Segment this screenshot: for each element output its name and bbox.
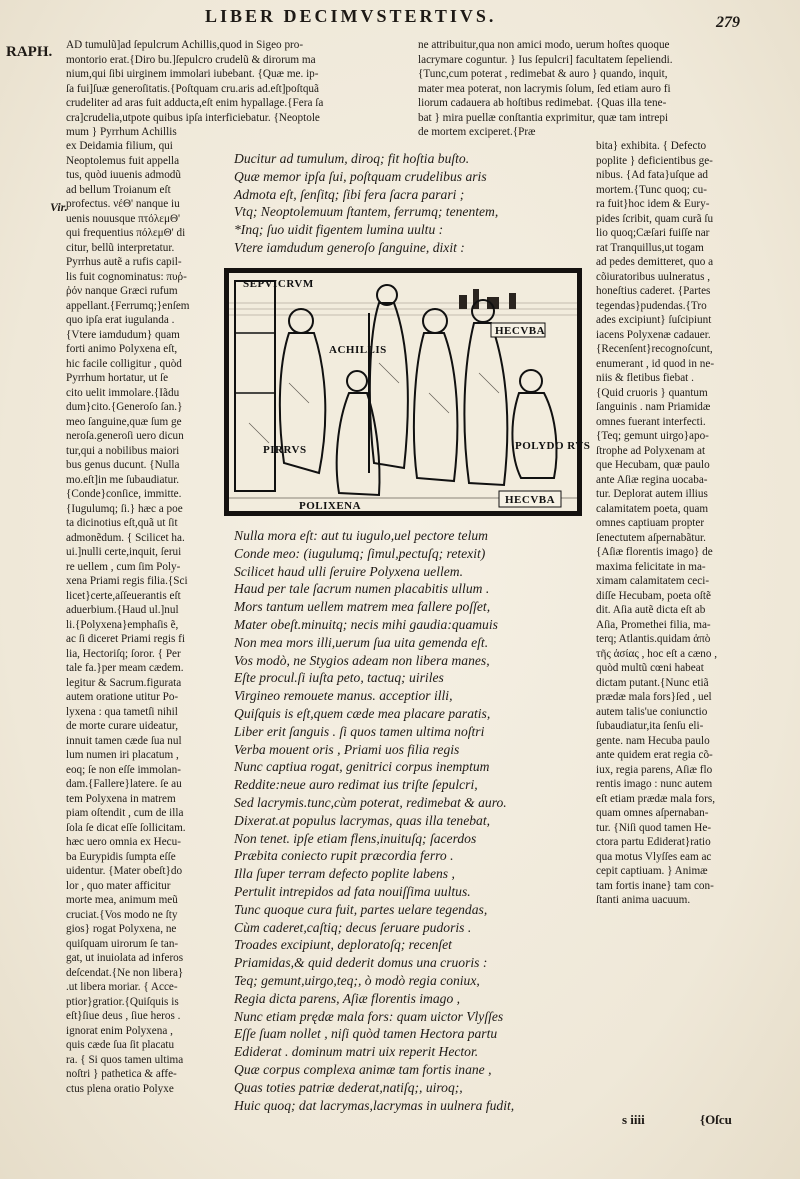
verse-line: Præbita coniecto rupit præcordia ferro .	[234, 848, 454, 864]
verse-line: Mater obeſt.minuitq; necis mihi gaudia:quamuis	[234, 616, 498, 632]
commentary-line: ba Eurypidis ſumpta eſſe	[66, 850, 176, 863]
commentary-line: {Quid cruoris } quantum	[596, 386, 708, 399]
commentary-line: poplite } deficientibus ge-	[596, 154, 713, 167]
commentary-line: {Vtere iamdudum} quam	[66, 328, 180, 341]
commentary-line: deſcendat.{Ne non libera}	[66, 966, 184, 979]
commentary-line: Pyrrhum hortatur, ut ſe	[66, 372, 169, 384]
commentary-line: pides ſcribit, quam curã ſu	[596, 212, 714, 225]
commentary-line: ſenectutem aſpernabãtur.	[596, 531, 706, 544]
commentary-line: de morte curare uideatur,	[66, 720, 178, 732]
commentary-line: eſt etiam prædæ mala fors,	[596, 792, 715, 805]
verse-line: Liber erit ſanguis . ſi quos tamen ultima noſtri	[234, 723, 485, 739]
commentary-line: quòd multũ cœni habeat	[596, 662, 704, 674]
commentary-line: ptior}gratior.{Quiſquis is	[66, 995, 179, 1008]
commentary-line: {Iugulumq; ſi.} hæc a poe	[66, 502, 183, 515]
commentary-line: terq; Atlantis.quidam ἀπὸ	[596, 633, 711, 645]
commentary-line: bus genus ducunt. {Nulla	[66, 459, 180, 471]
commentary-line: neroſa.generoſi uero dicun	[66, 430, 184, 442]
commentary-line: ui.]nulli certe,inquit, ſerui	[66, 546, 182, 558]
commentary-line: lia, Hectoriſq; ſoror. { Per	[66, 647, 181, 660]
verse-line: *Inq; ſuo uidit figentem lumina uultu :	[234, 222, 444, 238]
commentary-line: autem talis'ue coniunctio	[596, 705, 708, 718]
commentary-line: ignorat enim Polyxena ,	[66, 1024, 173, 1037]
commentary-line: ctora partu Ediderat}ratio	[596, 836, 711, 848]
commentary-line: honeſtius caderet. {Partes	[596, 285, 711, 297]
verse-line: Cùm caderet,caſtiq; decus ſeruare pudoris .	[234, 919, 472, 935]
commentary-line: ſubaudiatur,ita ſenſu eli-	[596, 720, 704, 732]
commentary-line: profectus. νέΘ' nanque iu	[66, 198, 180, 210]
commentary-line: Aſia, Promethei filia, ma-	[596, 618, 711, 631]
commentary-line: dictam putant.{Nunc etiã	[596, 676, 709, 689]
commentary-line: mo.eſt]in me ſubaudiatur.	[66, 473, 180, 486]
verse-line: Vos modò, ne Stygios adeam non libera manes,	[234, 652, 490, 668]
verse-lower	[234, 527, 514, 1114]
commentary-line: {Teq; gemunt uirgo}apo-	[596, 430, 709, 442]
verse-line: Admota eſt, ſenſitq; ſibi fera ſacra parari ;	[234, 186, 465, 202]
verse-upper	[234, 150, 498, 257]
verse-line: Quæ memor ipſa ſui, poſtquam crudelibus aris	[234, 168, 487, 184]
commentary-line: ta dicinotius eſt,quã ut ſit	[66, 517, 178, 529]
commentary-line: tur. Deplorat autem illius	[596, 488, 708, 500]
verse-line: Nunc etiam prędæ mala fors: quam uictor Vlyſſes	[234, 1008, 504, 1024]
label-polydorus: POLYDO RVS	[515, 440, 591, 452]
commentary-line: ne attribuitur,qua non amici modo, uerum hoſtes quoque	[418, 39, 670, 51]
commentary-line: quiſquam uirorum ſe tan-	[66, 937, 179, 950]
commentary-line: diſſe Hecubam, poeta oſtẽ	[596, 589, 711, 602]
commentary-line: ſtrophe ad Polyxenam at	[596, 444, 706, 457]
commentary-line: ad pedes demitteret, quo a	[596, 256, 714, 268]
commentary-line: maxima felicitate in ma-	[596, 560, 706, 573]
running-head: LIBER DECIMVSTERTIVS.	[205, 6, 497, 26]
commentary-line: cra]crudelia,utpote quibus ipſa interficiebatur. {Neoptole	[66, 111, 320, 124]
woodcut-drawing	[229, 273, 591, 512]
commentary-line: ſtanti anima uacuum.	[596, 894, 691, 906]
commentary-line: uenis nouusque πτόλεμΘ'	[66, 212, 181, 225]
verse-line: Priamidas,& quid dederit domus una cruoris :	[234, 955, 488, 971]
commentary-line: Pyrrhus autẽ a rufis capil-	[66, 256, 182, 268]
commentary-line: ante Aſiæ regina uocaba-	[596, 473, 708, 486]
commentary-line: montorio erat.{Diro bu.]ſepulcro crudelũ & dirorum ma	[66, 53, 316, 66]
verse-line: Quas toties patriæ dederat,natiſq;, uiroq;,	[234, 1079, 463, 1095]
commentary-line: iux, regia parens, Aſiæ flo	[596, 763, 713, 776]
commentary-line: tur,qui a nobilibus maiori	[66, 444, 180, 457]
verse-line: Verba mouent oris , Priami uos filia regis	[234, 741, 460, 757]
commentary-line: ῥόν nanque Græci rufum	[66, 285, 178, 297]
label-achilles: ACHILLIS	[329, 344, 387, 356]
verse-line: Non mea mors illi,uerum ſua uita gemenda eſt.	[234, 634, 489, 650]
verse-line: Huic quoq; dat lacrymas,lacrymas in uulnera fudit,	[234, 1097, 515, 1113]
commentary-line: lio quoq;Cæſari fuiſſe nar	[596, 227, 710, 239]
commentary-line: lum numen iri placatum ,	[66, 749, 179, 761]
commentary-line: prædæ mala fors}ſed , uel	[596, 691, 712, 703]
label-pirrus: PIRRVS	[263, 444, 307, 456]
verse-line: Virgineo remouete manus. acceptior illi,	[234, 688, 453, 704]
verse-line: Reddite:neue auro redimat ius triſte ſepulcri,	[234, 777, 478, 793]
verse-line: Haud per tale ſacrum numen placabitis ullum .	[234, 581, 490, 597]
verse-line: Conde meo: (iugulumq; ſimul,pectuſq; retexit)	[234, 545, 486, 561]
commentary-left-column	[66, 139, 190, 1096]
signature-mark: s iiii	[622, 1112, 645, 1127]
commentary-line: dit. Aſia autẽ dicta eſt ab	[596, 604, 706, 616]
commentary-line: lis fuit cognominatus: πυῤ-	[66, 270, 187, 283]
verse-line: Troades excipiunt, deploratoſq; recenſet	[234, 937, 452, 953]
commentary-top-left	[66, 38, 323, 140]
commentary-line: ades excipiunt} ſuſcipiunt	[596, 314, 712, 326]
commentary-line: nium,qui ſibi uirginem immolari iubebant. {Quæ me. ip-	[66, 68, 319, 80]
commentary-line: ſa fui]ſuæ generoſitatis.{Poſtquam cru.aris ad.eſt]poſtquã	[66, 82, 319, 95]
folio-number: 279	[716, 14, 740, 31]
commentary-line: ra fuit}hoc idem & Eury-	[596, 198, 710, 210]
verse-line: Scilicet haud ulli ſeruire Polyxena uellem.	[234, 563, 464, 579]
commentary-line: liorum cadauera ab hoſtibus redimebat. {Quas illa tene-	[418, 97, 667, 109]
commentary-right-column	[596, 139, 717, 908]
commentary-line: tegendas}pudendas.{Tro	[596, 299, 707, 312]
commentary-line: noſtri } pathetica & affe-	[66, 1068, 177, 1080]
commentary-line: .ut libera moriar. { Acce-	[66, 981, 178, 993]
commentary-line: ad bellum Troianum eſt	[66, 183, 171, 196]
commentary-line: li.{Polyxena}emphaſis ẽ,	[66, 618, 179, 631]
commentary-line: ante quidem erat regia cõ-	[596, 749, 713, 761]
verse-line: Vtq; Neoptolemuum ſtantem, ferrumq; tenentem,	[234, 204, 499, 220]
commentary-line: citur, bellũ interpretatur.	[66, 241, 175, 254]
label-hecuba-bottom: HECVBA	[505, 494, 556, 506]
commentary-line: lor , quo mater afficitur	[66, 879, 171, 892]
commentary-line: mater mea poterat, non lacrymis ſolum, ſed etiam auro fi	[418, 82, 671, 95]
commentary-line: qua motus Vlyſſes eam ac	[596, 850, 712, 863]
commentary-line: piam oſtendit , cum de illa	[66, 807, 184, 819]
commentary-line: eſt}ſiue deus , ſiue heros .	[66, 1010, 181, 1022]
commentary-line: quis cæde ſua ſit placatu	[66, 1039, 175, 1051]
commentary-line: mortem.{Tunc quoq; cu-	[596, 183, 707, 196]
commentary-line: bat } mira puellæ conſtantia exprimitur, quæ tam intrepi	[418, 111, 669, 124]
commentary-line: crudeliter ad aras fuit adducta,eſt enim hypallage.{Fera ſa	[66, 97, 324, 109]
verse-line: Sed lacrymis.tunc,cùm poterat, redimebat & auro.	[234, 794, 507, 810]
verse-line: Nulla mora eſt: aut tu iugulo,uel pectore telum	[234, 528, 488, 543]
commentary-line: lacrymare coguntur. } Ius ſepulcri] facultatem ſepeliendi.	[418, 53, 673, 66]
commentary-line: rentis imago : nunc autem	[596, 778, 713, 790]
verse-line: Pertulit intrepidos ad fata nouiſſima uultus.	[234, 883, 471, 899]
commentary-line: AD tumulũ]ad ſepulcrum Achillis,quod in Sigeo pro-	[66, 39, 304, 51]
commentary-line: cruciat.{Vos modo ne ſty	[66, 908, 178, 921]
commentary-line: xena Priami regis filia.{Sci	[66, 575, 188, 587]
commentary-line: calamitatem poeta, quam	[596, 502, 709, 515]
commentary-line: tus, quòd iuuenis admodũ	[66, 169, 181, 181]
commentary-line: eoq; ſe non eſſe immolan-	[66, 763, 181, 776]
verse-line: Illa ſuper terram defecto poplite labens ,	[234, 866, 455, 882]
commentary-line: forti animo Polyxena eſt,	[66, 343, 178, 355]
commentary-line: tur. {Niſi quod tamen He-	[596, 821, 712, 834]
commentary-line: tem Polyxena in matrem	[66, 792, 176, 805]
commentary-top-right	[418, 38, 673, 140]
commentary-line: de mortem exciperet.{Præ	[418, 126, 536, 138]
verse-line: Non tenet. ipſe etiam flens,inuituſq; ſacerdos	[234, 830, 477, 846]
verse-line: Ducitur ad tumulum, diroq; fit hoſtia buſto.	[234, 151, 470, 166]
label-sepulcrum: SEPVICRVM	[243, 278, 314, 290]
commentary-line: hic facile colligitur , quòd	[66, 357, 182, 370]
commentary-line: ſola ſe dicat eſſe ſollicitam.	[66, 821, 186, 834]
commentary-line: {Aſiæ florentis imago} de	[596, 546, 713, 558]
commentary-line: legitur & Sacrum.figurata	[66, 676, 182, 689]
commentary-line: rat Tranquillus,ut togam	[596, 241, 704, 254]
commentary-line: {Tunc,cum poterat , redimebat & auro } quando, inquit,	[418, 68, 668, 80]
commentary-line: mum } Pyrrhum Achillis	[66, 126, 177, 138]
commentary-line: enumerant , id quod in ne-	[596, 357, 715, 370]
commentary-line: niis & fletibus fiebat .	[596, 372, 694, 384]
verse-line: Teq; gemunt,uirgo,teq;, ò modò regia coniux,	[234, 972, 480, 988]
commentary-line: gat, ut inuiolata ad inferos	[66, 952, 184, 964]
commentary-line: licet}certe,aſſeuerantis eſt	[66, 589, 181, 602]
commentary-line: gente. nam Hecuba paulo	[596, 734, 710, 747]
commentary-line: autem oratione utitur Po-	[66, 691, 179, 703]
commentary-line: morte mea, animum meũ	[66, 894, 178, 906]
commentary-line: tale fa.}per meam cædem.	[66, 662, 184, 674]
label-hecuba-top: HECVBA	[495, 325, 546, 337]
commentary-line: omnes captiuam propter	[596, 517, 705, 529]
commentary-line: ac ſi diceret Priami regis fi	[66, 633, 185, 645]
verse-line: Ediderat . dominum matri uix reperit Hector.	[234, 1044, 479, 1060]
commentary-line: que Hecubam, quæ paulo	[596, 459, 710, 471]
commentary-line: hæc uero omnia ex Hecu-	[66, 836, 181, 848]
commentary-line: cepit captiuam. } Animæ	[596, 865, 708, 877]
commentary-line: {Recenſent}recognoſcunt,	[596, 343, 713, 355]
verse-line: Eſſe ſuam nollet , niſi quòd tamen Hectora partu	[234, 1026, 498, 1042]
commentary-line: re uellem , cum ſim Poly-	[66, 560, 181, 573]
verse-line: Nunc captiua rogat, genitrici corpus inemptum	[234, 759, 490, 775]
commentary-line: dam.{Fallere}latere. ſe au	[66, 778, 182, 790]
commentary-line: aduerbium.{Haud ul.]nul	[66, 604, 179, 616]
commentary-line: innuit tamen cæde ſua nul	[66, 734, 182, 747]
commentary-line: tam fortis inane} tam con-	[596, 879, 714, 892]
verse-line: Quiſquis is eſt,quem cæde mea placare paratis,	[234, 705, 491, 721]
verse-line: Regia dicta parens, Aſiæ florentis imago ,	[234, 990, 461, 1006]
verse-line: Eſte procul.ſi iuſta peto, tactuq; uiriles	[234, 670, 444, 686]
commentary-line: cõiuratoribus uulneratus ,	[596, 270, 711, 283]
catchword: {Oſcu	[700, 1112, 732, 1127]
commentary-line: bita} exhibita. { Defecto	[596, 140, 707, 152]
commentary-line: ſanguinis . nam Priamidæ	[596, 401, 711, 413]
commentary-line: τῆς ἀσίας , hoc eſt a cæno ,	[596, 647, 718, 660]
commentary-line: ctus plena oratio Polyxe	[66, 1082, 174, 1095]
commentary-line: quo ipſa erat iugulanda .	[66, 314, 175, 326]
commentary-line: lyxena : qua tametſi nihil	[66, 705, 178, 718]
woodcut-illustration	[224, 268, 591, 516]
commentary-line: ximam calamitatem ceci-	[596, 575, 710, 587]
verse-line: Mors tantum uellem matrem mea fallere poſſet,	[234, 599, 491, 615]
commentary-line: admonẽdum. { Scilicet ha.	[66, 531, 185, 544]
verse-line: Tunc quoque cura fuit, partes uelare tegendas,	[234, 901, 488, 917]
commentary-line: iacens Polyxenæ cadauer.	[596, 328, 711, 341]
margin-note-raph: RAPH.	[6, 44, 53, 60]
verse-line: Vtere iamdudum generoſo ſanguine, dixit :	[234, 239, 465, 255]
verse-line: Quæ corpus complexa animæ tam fortis inane ,	[234, 1061, 492, 1077]
commentary-line: ra. { Si quos tamen ultima	[66, 1053, 184, 1066]
commentary-line: meo ſanguine,quæ ſum ge	[66, 415, 182, 428]
commentary-line: ex Deidamia filium, qui	[66, 140, 173, 152]
commentary-line: {Conde}conſice, immitte.	[66, 488, 182, 500]
commentary-line: cito uelit immolare.{Iãdu	[66, 386, 180, 399]
verse-line: Dixerat.at populus lacrymas, quas illa tenebat,	[234, 812, 490, 828]
margin-note-vir: Vir.	[50, 200, 68, 214]
commentary-line: gios} rogat Polyxena, ne	[66, 923, 177, 935]
commentary-line: nibus. {Ad fata}uſque ad	[596, 169, 709, 181]
commentary-line: omnes fuerant interfecti.	[596, 415, 706, 428]
commentary-line: appellant.{Ferrumq;}enſem	[66, 299, 190, 312]
commentary-line: dum}cito.{Generoſo ſan.}	[66, 401, 183, 413]
commentary-line: Neoptolemus fuit appella	[66, 154, 180, 167]
commentary-line: uidentur. {Mater obeſt}do	[66, 865, 183, 877]
label-polixena: POLIXENA	[299, 500, 362, 512]
commentary-line: qui frequentius πόλεμΘ' di	[66, 227, 186, 239]
commentary-line: quam omnes aſpernaban-	[596, 807, 709, 819]
